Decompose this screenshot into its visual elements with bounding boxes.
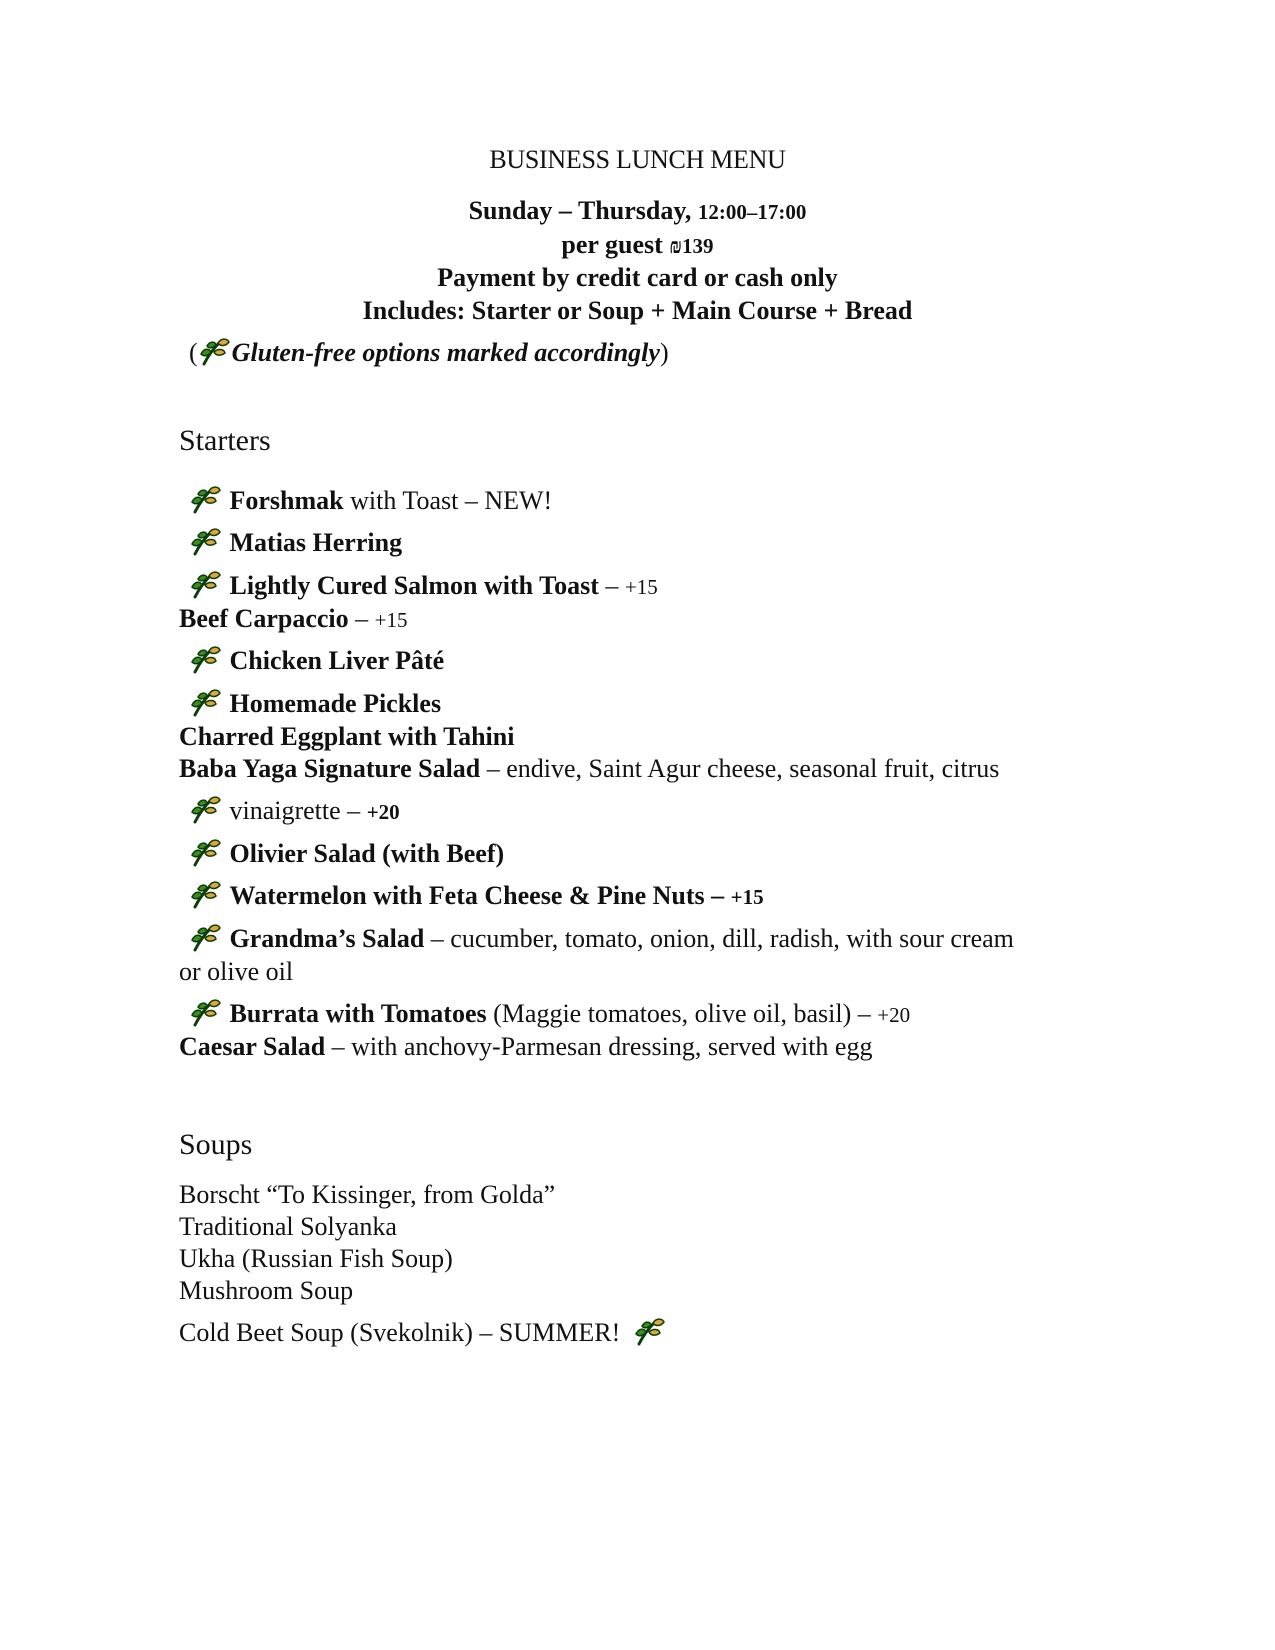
item-desc: – endive, Saint Agur cheese, seasonal fruit, citrus — [480, 754, 1000, 783]
soup-item: Ukha (Russian Fish Soup) — [179, 1244, 453, 1273]
starter-item — [189, 484, 552, 516]
price-value: ₪139 — [669, 234, 714, 258]
wheat-icon — [189, 687, 223, 717]
soup-item — [179, 1316, 667, 1348]
item-name: Watermelon with Feta Cheese & Pine Nuts – — [229, 881, 731, 910]
starter-item — [189, 922, 1014, 954]
item-name: Forshmak — [229, 486, 344, 515]
includes-label: Includes: — [362, 296, 466, 325]
soup-item: Borscht “To Kissinger, from Golda” — [179, 1180, 556, 1209]
item-price: +15 — [624, 575, 658, 599]
item-name: Burrata with Tomatoes — [229, 999, 487, 1028]
starter-item-continued — [179, 957, 293, 987]
item-desc: – — [348, 604, 375, 633]
note-close-paren: ) — [659, 338, 669, 367]
wheat-icon — [189, 879, 223, 909]
payment-line: Payment by credit card or cash only — [437, 263, 838, 292]
wheat-icon — [189, 997, 223, 1027]
item-name: Matias Herring — [229, 528, 403, 557]
item-price: +20 — [877, 1003, 911, 1027]
item-name: Grandma’s Salad — [229, 924, 425, 953]
note-text: Gluten-free options marked accordingly — [231, 338, 660, 367]
item-name: Caesar Salad — [179, 1032, 326, 1061]
item-desc: with Toast – NEW! — [343, 486, 553, 515]
starter-item — [189, 644, 444, 676]
starter-item — [189, 837, 504, 869]
wheat-icon — [189, 484, 223, 514]
item-name: Charred Eggplant with Tahini — [179, 722, 515, 751]
item-name: Lightly Cured Salmon with Toast — [229, 571, 599, 600]
item-price: +15 — [730, 885, 764, 909]
starter-item — [189, 879, 764, 911]
hours-text: 12:00–17:00 — [697, 200, 807, 224]
service-days — [0, 196, 1275, 226]
item-desc: or olive oil — [179, 957, 294, 986]
item-price: +20 — [366, 800, 400, 824]
per-guest-label: per guest — [561, 230, 670, 259]
item-desc: (Maggie tomatoes, olive oil, basil) – — [486, 999, 878, 1028]
starter-item — [189, 526, 402, 558]
starter-item — [179, 722, 514, 752]
wheat-icon — [198, 336, 232, 366]
soup-item: Traditional Solyanka — [179, 1212, 397, 1241]
soups-heading: Soups — [179, 1128, 253, 1161]
item-desc: vinaigrette – — [229, 796, 367, 825]
wheat-icon — [189, 644, 223, 674]
item-name: Olivier Salad (with Beef) — [229, 839, 505, 868]
item-price: +15 — [374, 608, 408, 632]
item-desc: – with anchovy-Parmesan dressing, served with egg — [325, 1032, 873, 1061]
soup-item: Mushroom Soup — [179, 1276, 354, 1305]
starters-heading: Starters — [179, 424, 271, 457]
starter-item — [179, 754, 999, 784]
starter-item — [179, 1032, 872, 1062]
item-name: Beef Carpaccio — [179, 604, 349, 633]
starter-item — [189, 569, 658, 601]
wheat-icon — [189, 794, 223, 824]
price-line — [0, 230, 1275, 260]
item-desc: – cucumber, tomato, onion, dill, radish, with sour cream — [424, 924, 1014, 953]
starter-item — [179, 604, 408, 634]
item-name: Chicken Liver Pâté — [229, 646, 445, 675]
wheat-icon — [633, 1316, 667, 1346]
includes-text: Starter or Soup + Main Course + Bread — [465, 296, 913, 325]
item-name: Baba Yaga Signature Salad — [179, 754, 481, 783]
starter-item-continued — [189, 794, 400, 826]
menu-title: BUSINESS LUNCH MENU — [489, 145, 786, 174]
days-text: Sunday – Thursday, — [468, 196, 698, 225]
includes-line — [0, 296, 1275, 326]
wheat-icon — [189, 837, 223, 867]
item-name: Homemade Pickles — [229, 689, 442, 718]
wheat-icon — [189, 922, 223, 952]
soup-item-label: Cold Beet Soup (Svekolnik) – SUMMER! — [179, 1318, 621, 1347]
item-desc: – — [598, 571, 625, 600]
wheat-icon — [189, 569, 223, 599]
starter-item — [189, 997, 910, 1029]
note-open-paren: ( — [189, 338, 198, 367]
gluten-free-note — [189, 336, 669, 368]
wheat-icon — [189, 526, 223, 556]
starter-item — [189, 687, 441, 719]
